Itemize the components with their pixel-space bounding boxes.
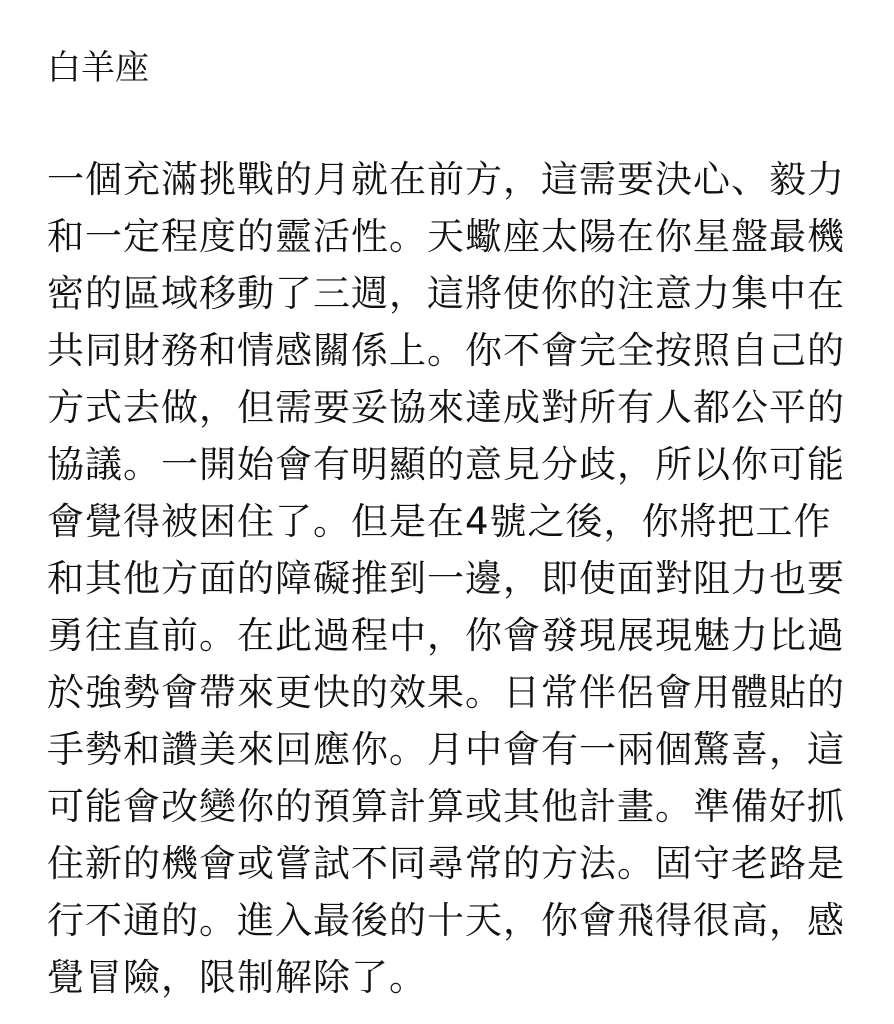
body-line-14: 行不通的。進入最後的十天，你會飛得很高，感: [47, 899, 845, 942]
body-line-12: 可能會改變你的預算計算或其他計畫。準備好抓: [47, 785, 845, 828]
body-line-2: 和一定程度的靈活性。天蠍座太陽在你星盤最機: [47, 215, 845, 258]
body-line-11: 手勢和讚美來回應你。月中會有一兩個驚喜，這: [47, 728, 845, 771]
body-line-1: 一個充滿挑戰的月就在前方，這需要決心、毅力: [47, 158, 845, 201]
body-line-15: 覺冒險，限制解除了。: [47, 956, 427, 999]
body-line-9: 勇往直前。在此過程中，你會發現展現魅力比過: [47, 614, 845, 657]
body-line-3: 密的區域移動了三週，這將使你的注意力集中在: [47, 272, 845, 315]
body-line-8: 和其他方面的障礙推到一邊，即使面對阻力也要: [47, 557, 845, 600]
body-line-13: 住新的機會或嘗試不同尋常的方法。固守老路是: [47, 842, 845, 885]
article-body: [47, 151, 857, 1006]
article-title: 白羊座: [47, 48, 149, 88]
body-line-6: 協議。一開始會有明顯的意見分歧，所以你可能: [47, 443, 845, 486]
body-line-10: 於強勢會帶來更快的效果。日常伴侶會用體貼的: [47, 671, 845, 714]
body-line-7: 會覺得被困住了。但是在4號之後，你將把工作: [47, 500, 832, 543]
body-line-4: 共同財務和情感關係上。你不會完全按照自己的: [47, 329, 845, 372]
body-line-5: 方式去做，但需要妥協來達成對所有人都公平的: [47, 386, 845, 429]
